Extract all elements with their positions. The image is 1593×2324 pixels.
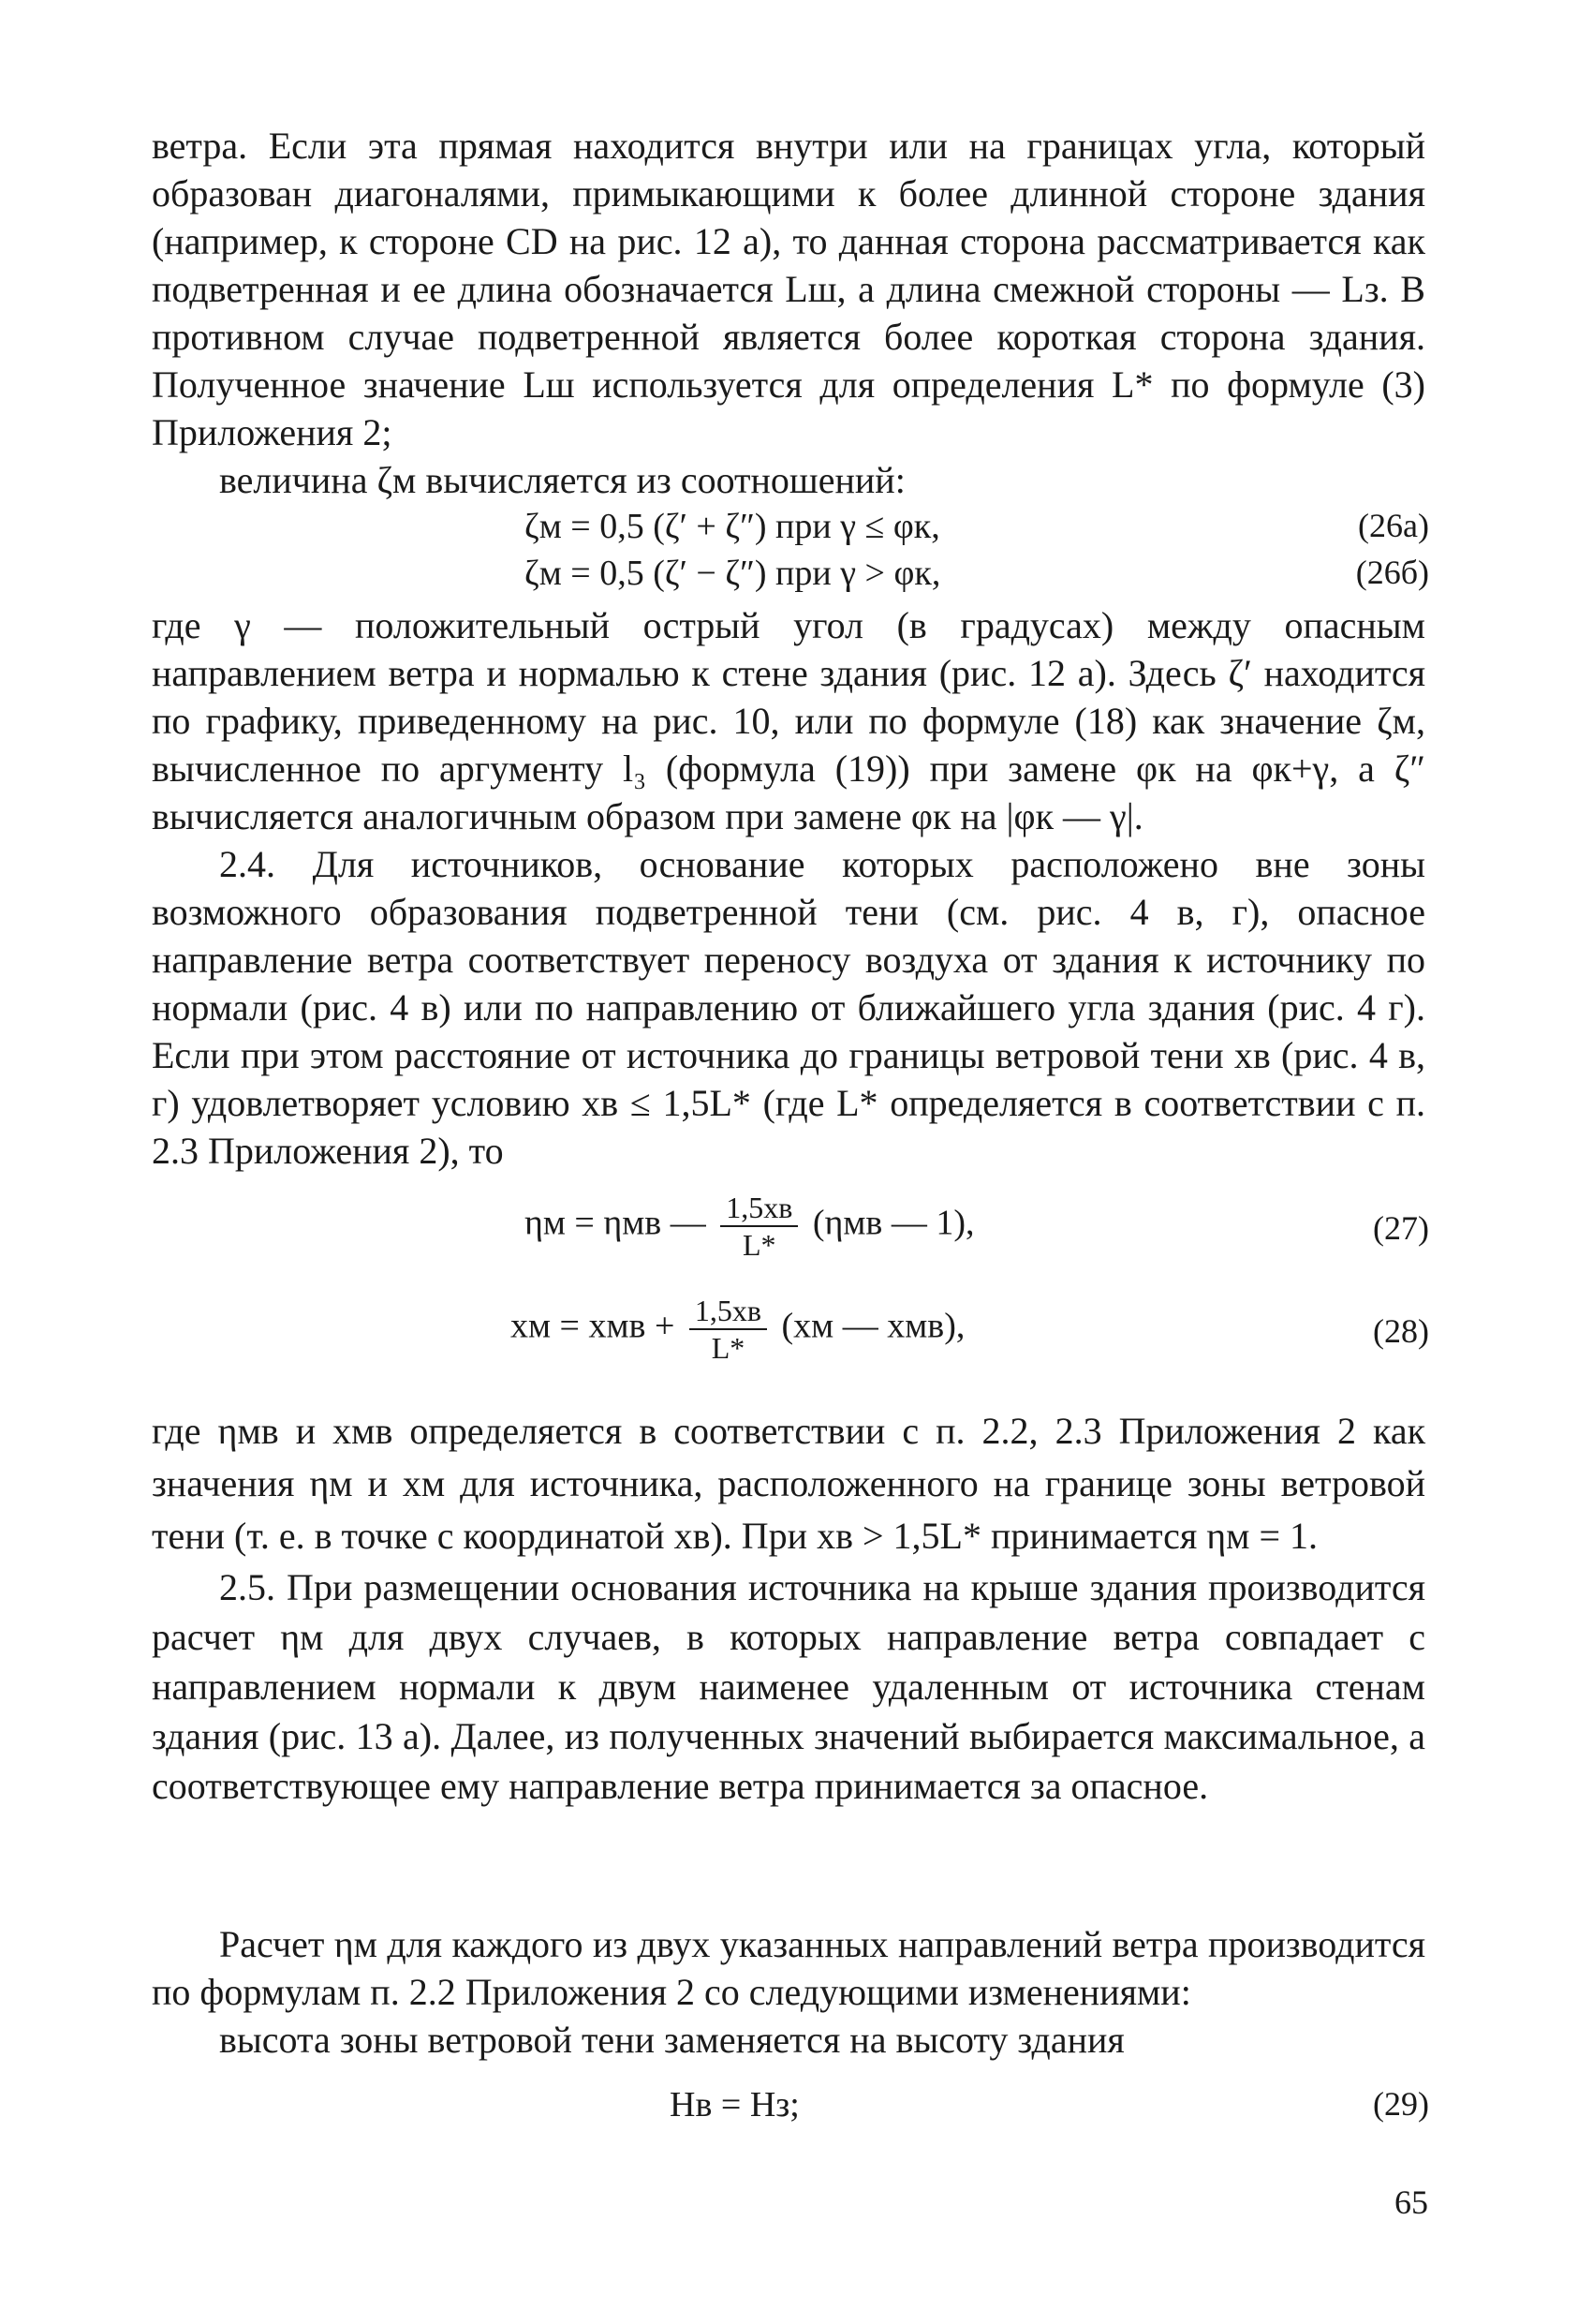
equation-28-number: (28) xyxy=(1373,1312,1429,1350)
equation-29: Hв = Hз; xyxy=(670,2085,800,2124)
equation-28-numerator: 1,5xв xyxy=(689,1293,767,1330)
equation-27-number: (27) xyxy=(1373,1209,1429,1247)
paragraph-zeta-intro: величина ζм вычисляется из соотношений: xyxy=(219,459,906,501)
text-block-bottom xyxy=(152,1920,1425,2064)
equation-27-numerator: 1,5xв xyxy=(720,1190,798,1227)
equation-26a: ζм = 0,5 (ζ′ + ζ″) при γ ≤ φк, xyxy=(524,507,940,546)
equation-27-fraction xyxy=(720,1190,798,1263)
equation-27-left: ηм = ηмв — xyxy=(524,1203,706,1243)
text-block-top xyxy=(152,122,1425,504)
page-number: 65 xyxy=(1394,2183,1428,2221)
equation-27-denominator: L* xyxy=(743,1228,776,1262)
equation-29-number: (29) xyxy=(1373,2085,1429,2123)
text-block-lower xyxy=(152,1405,1425,1811)
equation-26b: ζм = 0,5 (ζ′ − ζ″) при γ > φк, xyxy=(524,554,941,593)
paragraph-shadow-height: высота зоны ветровой тени заменяется на высоту здания xyxy=(219,2019,1125,2061)
equation-27-right: (ηмв — 1), xyxy=(812,1203,975,1243)
text-block-middle xyxy=(152,601,1425,1175)
equation-28 xyxy=(510,1293,965,1366)
paragraph-section-2-4: 2.4. Для источников, основание которых расположено вне зоны возможного образования подветренной тени (см. рис. 4 в, г), опасное направление ветра соответствует переносу воздуха от здания к источнику по нормали (рис. 4 в) или по направлению от ближайшего угла здания (рис. 4 г). Если при этом расстояние от источника до границы ветровой тени xв (рис. 4 в, г) удовлетворяет условию xв ≤ 1,5L* (где L* определяется в соответствии с п. 2.3 Приложения 2), то xyxy=(152,843,1425,1172)
equation-28-right: (xм — xмв), xyxy=(781,1306,966,1346)
equation-26a-number: (26а) xyxy=(1358,507,1429,544)
paragraph-wind-side: ветра. Если эта прямая находится внутри или на границах угла, который образован диагоналями, примыкающими к более длинной стороне здания (например, к стороне CD на рис. 12 а), то данная сторона рассматривается как подветренная и ее длина обозначается Lш, а длина смежной стороны — Lз. В противном случае подветренной является более короткая сторона здания. Полученное значение Lш используется для определения L* по формуле (3) Приложения 2; xyxy=(152,125,1425,453)
equation-28-denominator: L* xyxy=(711,1331,745,1365)
paragraph-gamma-definition: где γ — положительный острый угол (в градусах) между опасным направлением ветра и нормалью к стене здания (рис. 12 а). Здесь ζ′ находится по графику, приведенному на рис. 10, или по формуле (18) как значение ζм, вычисленное по аргументу l₃ (формула (19)) при замене φк на φк+γ, а ζ″ вычисляется аналогичным образом при замене φк на |φк — γ|. xyxy=(152,604,1425,837)
paragraph-eta-boundary: где ηмв и xмв определяется в соответствии с п. 2.2, 2.3 Приложения 2 как значения ηм и xм для источника, расположенного на границе зоны ветровой тени (т. е. в точке с координатой xв). При xв > 1,5L* принимается ηм = 1. xyxy=(152,1410,1425,1557)
paragraph-section-2-5: 2.5. При размещении основания источника на крыше здания производится расчет ηм для двух случаев, в которых направление ветра совпадает с направлением нормали к двум наименее удаленным от источника стенам здания (рис. 13 а). Далее, из полученных значений выбирается максимальное, а соответствующее ему направление ветра принимается за опасное. xyxy=(152,1566,1425,1807)
equation-27 xyxy=(524,1190,975,1263)
equation-28-fraction xyxy=(689,1293,767,1366)
paragraph-calculation: Расчет ηм для каждого из двух указанных направлений ветра производится по формулам п. 2.2 Приложения 2 со следующими изменениями: xyxy=(152,1923,1425,2013)
equation-26b-number: (26б) xyxy=(1355,554,1429,591)
equation-28-left: xм = xмв + xyxy=(510,1306,675,1346)
